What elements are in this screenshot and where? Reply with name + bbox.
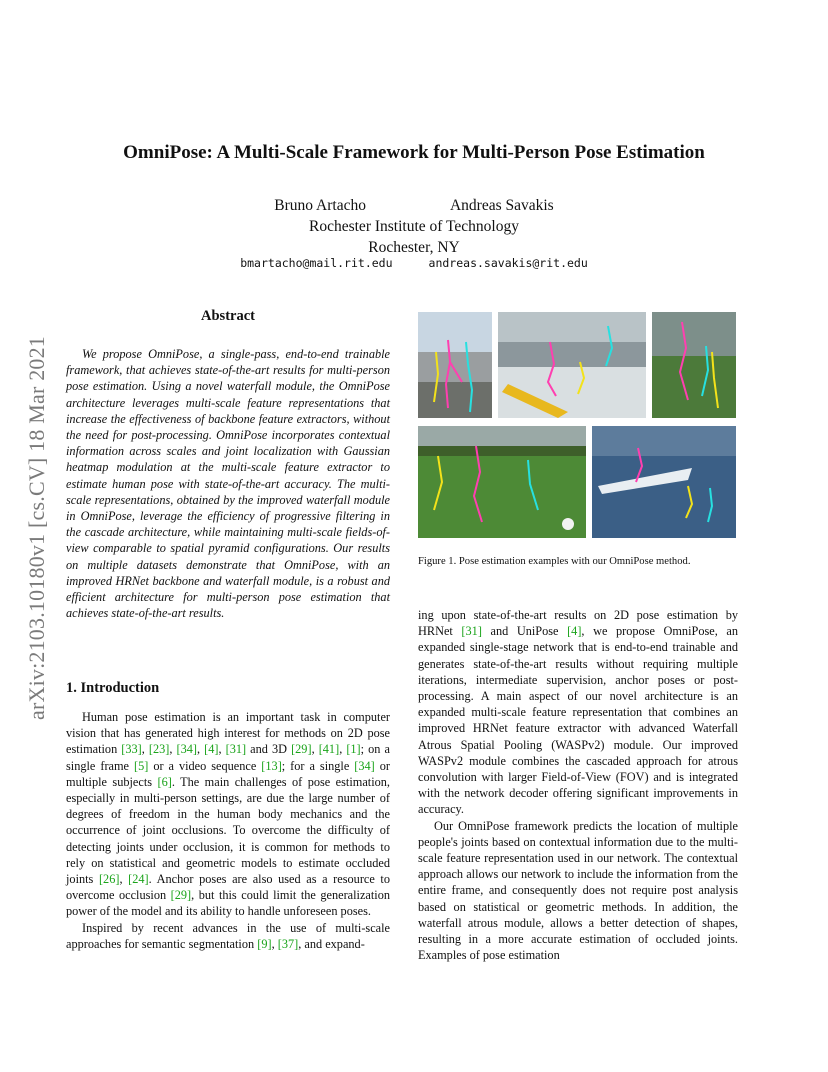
- introduction-heading: 1. Introduction: [66, 680, 160, 696]
- citation-link[interactable]: [31]: [461, 624, 482, 639]
- abstract-heading: Abstract: [201, 308, 255, 324]
- email: andreas.savakis@rit.edu: [428, 256, 588, 270]
- text-run: or multiple subjects: [66, 758, 390, 789]
- citation-link[interactable]: [1]: [346, 742, 361, 757]
- text-run: , we propose OmniPose, an expanded single-stage network that is end-to-end trainable and generates state-of-the-art results without requiring multiple iterations, intermediate supervision, anchor poses or post-processing. A main aspect of our novel architecture is an expanded multi-scale feature representation that combines an improved HRNet feature extractor with advanced Waterfall Atrous Spatial Pooling (WASPv2) module. Our improved WASPv2 module combines the cascaded approach for atrous convolution with larger Field-of-View (FOV) and is integrated with the network decoder offering significant improvements in accuracy.: [418, 624, 738, 817]
- figure-caption: Figure 1. Pose estimation examples with our OmniPose method.: [418, 556, 691, 567]
- text-run: Inspired by recent advances in the use of multi-scale approaches for semantic segmentation: [66, 920, 390, 951]
- text-run: ,: [141, 742, 149, 757]
- text-run: ,: [311, 742, 319, 757]
- affiliation: Rochester Institute of Technology: [309, 218, 519, 235]
- paragraph: [418, 607, 738, 818]
- citation-link[interactable]: [9]: [257, 936, 272, 951]
- text-run: ,: [197, 742, 205, 757]
- citation-link[interactable]: [34]: [176, 742, 198, 757]
- text-run: ; for a single: [281, 758, 355, 773]
- text-run: and 3D: [246, 742, 292, 757]
- citation-link[interactable]: [34]: [354, 758, 375, 773]
- figure-photo-4: [418, 426, 586, 538]
- citation-link[interactable]: [31]: [225, 742, 247, 757]
- paragraph: [66, 920, 390, 952]
- citation-link[interactable]: [29]: [291, 742, 312, 757]
- citation-link[interactable]: [4]: [204, 742, 219, 757]
- text-run: ; on a single frame: [66, 742, 390, 773]
- text-run: and UniPose: [481, 624, 568, 639]
- author-block: [0, 195, 828, 258]
- text-run: . Anchor poses are also used as a resource to overcome occlusion: [66, 872, 390, 903]
- text-run: . The main challenges of pose estimation, especially in multi-person settings, are due the large number of degrees of freedom in the human body mechanics and the occurrence of joint occlusions. To overcome the difficulty of detecting joints under occlusion, it is common for methods to rely on statistical and geometric models to estimate occluded joints: [66, 774, 390, 887]
- citation-link[interactable]: [6]: [157, 774, 172, 789]
- citation-link[interactable]: [24]: [128, 872, 149, 887]
- email: bmartacho@mail.rit.edu: [240, 256, 393, 270]
- citation-link[interactable]: [41]: [318, 742, 340, 757]
- citation-link[interactable]: [26]: [98, 872, 120, 887]
- citation-link[interactable]: [33]: [121, 742, 142, 757]
- paragraph: [66, 709, 390, 920]
- citation-link[interactable]: [5]: [134, 758, 149, 773]
- author-name: Bruno Artacho: [274, 197, 366, 214]
- figure-photo-5: [592, 426, 736, 538]
- introduction-left-column: [66, 709, 390, 952]
- abstract-text: We propose OmniPose, a single-pass, end-to-end trainable framework, that achieves state-of-the-art results for multi-person pose estimation. Using a novel waterfall module, the OmniPose architecture leverages multi-scale feature representations that increase the effectiveness of backbone feature extractors, without the need for post-processing. OmniPose incorporates contextual information across scales and joint localization with Gaussian heatmap modulation at the multi-scale feature extractor to estimate human pose with state-of-the-art accuracy. The multi-scale representations, obtained by the improved waterfall module in OmniPose, leverage the efficiency of progressive filtering in the cascade architecture, while maintaining multi-scale fields-of-view comparable to spatial pyramid configurations. Our results on multiple datasets demonstrate that OmniPose, with an improved HRNet backbone and waterfall module, is a robust and efficient architecture for multi-person pose estimation that achieves state-of-the-art results.: [66, 347, 390, 621]
- text-run: ,: [339, 742, 347, 757]
- citation-link[interactable]: [4]: [567, 624, 582, 639]
- text-run: ,: [119, 872, 129, 887]
- author-emails: [0, 256, 828, 270]
- text-run: , but this could limit the generalization power of the model and its ability to handle unforeseen poses.: [66, 888, 390, 919]
- citation-link[interactable]: [23]: [148, 742, 170, 757]
- text-run: ,: [271, 936, 278, 951]
- text-run: or a video sequence: [148, 758, 262, 773]
- paragraph: [418, 818, 738, 964]
- text-run: Our OmniPose framework predicts the location of multiple people's joints based on contextual information due to the multi-scale feature representation used in our network. The contextual approach allows our network to include the information from the entire frame, and consequently does not require post analysis based on statistical or geometric methods. In addition, the waterfall atrous module, allows a better detection of shapes, resulting in a more accurate estimation of occluded joints. Examples of pose estimation: [418, 818, 738, 963]
- location: Rochester, NY: [368, 239, 460, 256]
- figure-photo-2: [498, 312, 646, 418]
- author-name: Andreas Savakis: [449, 197, 554, 214]
- figure-1: [418, 312, 736, 538]
- text-run: ,: [218, 742, 226, 757]
- paper-title: OmniPose: A Multi-Scale Framework for Multi-Person Pose Estimation: [123, 142, 705, 163]
- text-run: ,: [169, 742, 177, 757]
- introduction-right-column: [418, 607, 738, 963]
- figure-photo-3: [652, 312, 736, 418]
- figure-photo-1: [418, 312, 492, 418]
- citation-link[interactable]: [29]: [170, 888, 192, 903]
- text-run: , and expand-: [298, 936, 365, 951]
- arxiv-identifier: arXiv:2103.10180v1 [cs.CV] 18 Mar 2021: [24, 335, 49, 720]
- citation-link[interactable]: [37]: [277, 936, 299, 951]
- text-run: ing upon state-of-the-art results on 2D pose estimation by HRNet: [418, 608, 738, 639]
- text-run: Human pose estimation is an important task in computer vision that has generated high interest for methods on 2D pose estimation: [66, 710, 390, 757]
- citation-link[interactable]: [13]: [261, 758, 282, 773]
